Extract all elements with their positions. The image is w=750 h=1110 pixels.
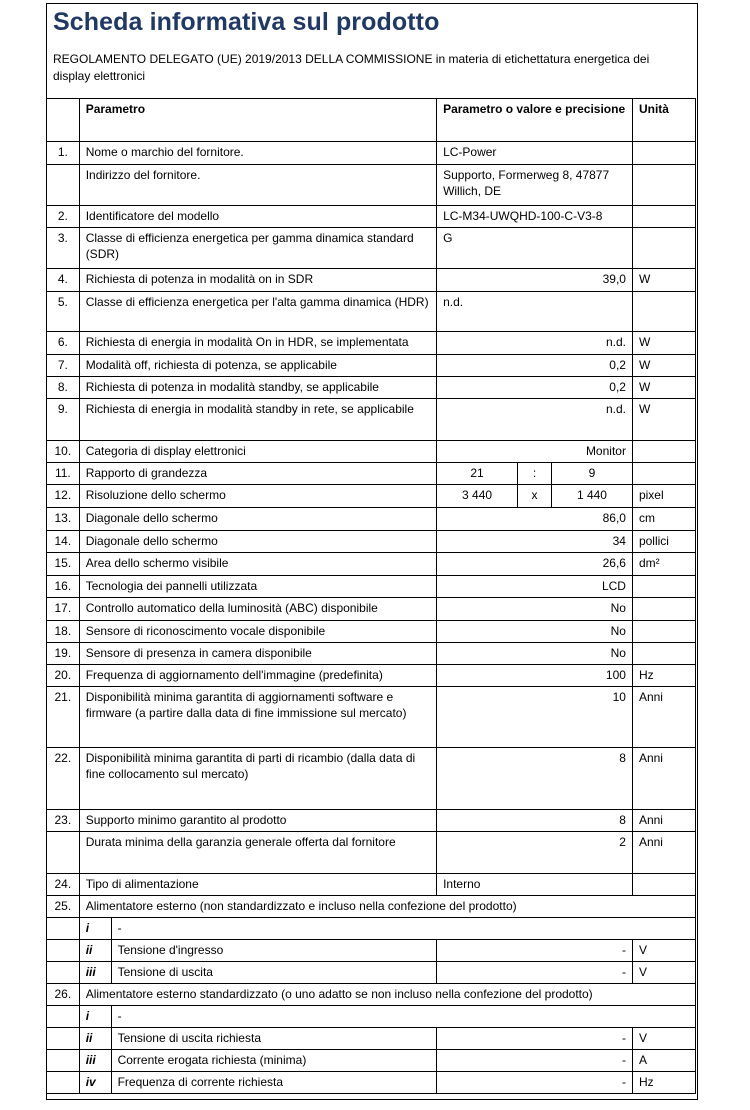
- row-unit: [632, 165, 695, 206]
- subitem-label: Frequenza di corrente richiesta: [111, 1072, 436, 1094]
- row-unit: Anni: [632, 810, 695, 832]
- row-label: Indirizzo del fornitore.: [79, 165, 436, 206]
- table-row: [47, 576, 696, 598]
- table-row: [47, 531, 696, 553]
- subitem-value: -: [437, 1028, 633, 1050]
- table-row: [47, 269, 696, 292]
- row-number: 12.: [47, 485, 80, 508]
- table-row: [47, 665, 696, 687]
- row-value: 26,6: [437, 553, 633, 576]
- row-unit: Hz: [632, 665, 695, 687]
- row-unit: pollici: [632, 531, 695, 553]
- subitem-row: [47, 1006, 696, 1028]
- row-label: Controllo automatico della luminosità (ABC) disponibile: [79, 598, 436, 621]
- subitem-unit: V: [632, 940, 695, 962]
- row-value: 86,0: [437, 508, 633, 531]
- row-value: 34: [437, 531, 633, 553]
- table-row: [47, 332, 696, 355]
- row-number: 21.: [47, 687, 80, 748]
- row-number: [47, 165, 80, 206]
- row-number: 23.: [47, 810, 80, 832]
- subitem-numeral: iii: [79, 1050, 111, 1072]
- row-label: Rapporto di grandezza: [79, 463, 436, 485]
- row-number: 11.: [47, 463, 80, 485]
- row-unit: [632, 576, 695, 598]
- row-value: G: [437, 228, 633, 269]
- row-unit: [632, 874, 695, 896]
- resolution-separator: x: [518, 485, 552, 508]
- row-value: LC-Power: [437, 142, 633, 165]
- subitem-unit: Hz: [632, 1072, 695, 1094]
- table-row: [47, 874, 696, 896]
- row-number: 14.: [47, 531, 80, 553]
- row-number: 18.: [47, 621, 80, 643]
- table-row: [47, 142, 696, 165]
- subitem-row: [47, 1072, 696, 1094]
- row-label: Richiesta di potenza in modalità on in SDR: [79, 269, 436, 292]
- row-label: Categoria di display elettronici: [79, 441, 436, 463]
- row-label: Supporto minimo garantito al prodotto: [79, 810, 436, 832]
- row-value: LCD: [437, 576, 633, 598]
- section-label: Alimentatore esterno (non standardizzato e incluso nella confezione del prodotto): [79, 896, 695, 918]
- row-number: 26.: [47, 984, 80, 1006]
- table-row: [47, 598, 696, 621]
- header-unit: Unità: [632, 99, 695, 142]
- section-row: [47, 896, 696, 918]
- row-number: 20.: [47, 665, 80, 687]
- table-row: [47, 832, 696, 874]
- row-label: Frequenza di aggiornamento dell'immagine (predefinita): [79, 665, 436, 687]
- table-row: [47, 748, 696, 810]
- resolution-height: 1 440: [552, 485, 633, 508]
- row-unit: Anni: [632, 832, 695, 874]
- row-value: No: [437, 598, 633, 621]
- subitem-numeral: iii: [79, 962, 111, 984]
- row-number: 13.: [47, 508, 80, 531]
- row-value: Monitor: [437, 441, 633, 463]
- ratio-width: 21: [437, 463, 518, 485]
- row-label: Diagonale dello schermo: [79, 531, 436, 553]
- sheet-title: Scheda informativa sul prodotto: [53, 8, 440, 36]
- row-number: 6.: [47, 332, 80, 355]
- table-row: [47, 463, 696, 485]
- subitem-value: -: [437, 1050, 633, 1072]
- header-value: Parametro o valore e precisione: [437, 99, 633, 142]
- row-number: 16.: [47, 576, 80, 598]
- row-number: 15.: [47, 553, 80, 576]
- row-number: 19.: [47, 643, 80, 665]
- row-value: 10: [437, 687, 633, 748]
- row-unit: W: [632, 377, 695, 399]
- ratio-height: 9: [552, 463, 633, 485]
- row-number: 7.: [47, 355, 80, 377]
- row-unit: W: [632, 332, 695, 355]
- table-row: [47, 485, 696, 508]
- row-value: 8: [437, 810, 633, 832]
- row-number: 1.: [47, 142, 80, 165]
- row-value: 8: [437, 748, 633, 810]
- row-label: Tecnologia dei pannelli utilizzata: [79, 576, 436, 598]
- subitem-value: -: [437, 962, 633, 984]
- row-unit: pixel: [632, 485, 695, 508]
- subitem-unit: V: [632, 1028, 695, 1050]
- subitem-row: [47, 1050, 696, 1072]
- product-information-sheet: [46, 3, 698, 1100]
- row-value: 0,2: [437, 377, 633, 399]
- row-unit: [632, 598, 695, 621]
- table-row: [47, 553, 696, 576]
- subitem-unit: A: [632, 1050, 695, 1072]
- table-row: [47, 643, 696, 665]
- row-value: 0,2: [437, 355, 633, 377]
- row-value: Supporto, Formerweg 8, 47877 Willich, DE: [437, 165, 633, 206]
- subitem-row: [47, 918, 696, 940]
- row-value: Interno: [437, 874, 633, 896]
- table-row: [47, 508, 696, 531]
- row-value: LC-M34-UWQHD-100-C-V3-8: [437, 206, 633, 228]
- row-unit: [632, 441, 695, 463]
- subitem-numeral: ii: [79, 940, 111, 962]
- row-label: Richiesta di energia in modalità On in HDR, se implementata: [79, 332, 436, 355]
- table-row: [47, 621, 696, 643]
- subitem-row: [47, 1028, 696, 1050]
- row-unit: cm: [632, 508, 695, 531]
- row-unit: [632, 621, 695, 643]
- table-row: [47, 687, 696, 748]
- row-label: Diagonale dello schermo: [79, 508, 436, 531]
- subitem-row: [47, 962, 696, 984]
- subitem-label: Tensione di uscita: [111, 962, 436, 984]
- resolution-width: 3 440: [437, 485, 518, 508]
- row-label: Durata minima della garanzia generale offerta dal fornitore: [79, 832, 436, 874]
- row-label: Richiesta di potenza in modalità standby, se applicabile: [79, 377, 436, 399]
- row-label: Nome o marchio del fornitore.: [79, 142, 436, 165]
- subitem-label: Tensione di uscita richiesta: [111, 1028, 436, 1050]
- row-label: Disponibilità minima garantita di aggiornamenti software e firmware (a partire dalla data di fine immissione sul mercato): [79, 687, 436, 748]
- row-label: Risoluzione dello schermo: [79, 485, 436, 508]
- subitem-numeral: iv: [79, 1072, 111, 1094]
- row-value: 100: [437, 665, 633, 687]
- row-unit: W: [632, 399, 695, 441]
- table-row: [47, 441, 696, 463]
- table-row: [47, 355, 696, 377]
- row-unit: [632, 292, 695, 332]
- row-value: n.d.: [437, 292, 633, 332]
- table-row: [47, 810, 696, 832]
- row-unit: Anni: [632, 687, 695, 748]
- row-label: Area dello schermo visibile: [79, 553, 436, 576]
- table-header-row: [47, 99, 696, 142]
- subitem-row: [47, 940, 696, 962]
- subitem-label: -: [111, 1006, 695, 1028]
- row-unit: [632, 142, 695, 165]
- row-value: n.d.: [437, 332, 633, 355]
- row-unit: W: [632, 355, 695, 377]
- row-unit: dm²: [632, 553, 695, 576]
- table-row: [47, 165, 696, 206]
- subitem-value: -: [437, 940, 633, 962]
- ratio-separator: :: [518, 463, 552, 485]
- subitem-label: -: [111, 918, 695, 940]
- subitem-label: Tensione d'ingresso: [111, 940, 436, 962]
- row-number: 4.: [47, 269, 80, 292]
- row-label: Tipo di alimentazione: [79, 874, 436, 896]
- row-label: Modalità off, richiesta di potenza, se applicabile: [79, 355, 436, 377]
- row-value: n.d.: [437, 399, 633, 441]
- row-number: 8.: [47, 377, 80, 399]
- regulation-subtitle: REGOLAMENTO DELEGATO (UE) 2019/2013 DELLA COMMISSIONE in materia di etichettatura energetica dei display elettronici: [53, 52, 650, 83]
- row-number: 5.: [47, 292, 80, 332]
- row-number: 10.: [47, 441, 80, 463]
- row-number: 2.: [47, 206, 80, 228]
- subitem-numeral: i: [79, 918, 111, 940]
- row-label: Identificatore del modello: [79, 206, 436, 228]
- row-number: 3.: [47, 228, 80, 269]
- row-number: [47, 832, 80, 874]
- subitem-unit: V: [632, 962, 695, 984]
- section-label: Alimentatore esterno standardizzato (o uno adatto se non incluso nella confezione del prodotto): [79, 984, 695, 1006]
- row-label: Richiesta di energia in modalità standby in rete, se applicabile: [79, 399, 436, 441]
- row-label: Classe di efficienza energetica per gamma dinamica standard (SDR): [79, 228, 436, 269]
- row-number: 24.: [47, 874, 80, 896]
- row-label: Sensore di presenza in camera disponibile: [79, 643, 436, 665]
- row-number: 25.: [47, 896, 80, 918]
- row-label: Classe di efficienza energetica per l'alta gamma dinamica (HDR): [79, 292, 436, 332]
- row-value: No: [437, 643, 633, 665]
- table-row: [47, 377, 696, 399]
- row-number: 9.: [47, 399, 80, 441]
- section-row: [47, 984, 696, 1006]
- row-label: Sensore di riconoscimento vocale disponibile: [79, 621, 436, 643]
- row-value: 2: [437, 832, 633, 874]
- subitem-numeral: i: [79, 1006, 111, 1028]
- table-row: [47, 206, 696, 228]
- row-number: 17.: [47, 598, 80, 621]
- table-row: [47, 399, 696, 441]
- row-value: 39,0: [437, 269, 633, 292]
- row-number: 22.: [47, 748, 80, 810]
- row-unit: [632, 228, 695, 269]
- subitem-numeral: ii: [79, 1028, 111, 1050]
- row-unit: Anni: [632, 748, 695, 810]
- subitem-label: Corrente erogata richiesta (minima): [111, 1050, 436, 1072]
- row-value: No: [437, 621, 633, 643]
- parameters-table: [46, 98, 696, 1094]
- row-unit: [632, 463, 695, 485]
- row-unit: [632, 643, 695, 665]
- row-unit: W: [632, 269, 695, 292]
- header-parameter: Parametro: [79, 99, 436, 142]
- subitem-value: -: [437, 1072, 633, 1094]
- row-label: Disponibilità minima garantita di parti di ricambio (dalla data di fine collocamento sul mercato): [79, 748, 436, 810]
- table-row: [47, 228, 696, 269]
- row-unit: [632, 206, 695, 228]
- table-row: [47, 292, 696, 332]
